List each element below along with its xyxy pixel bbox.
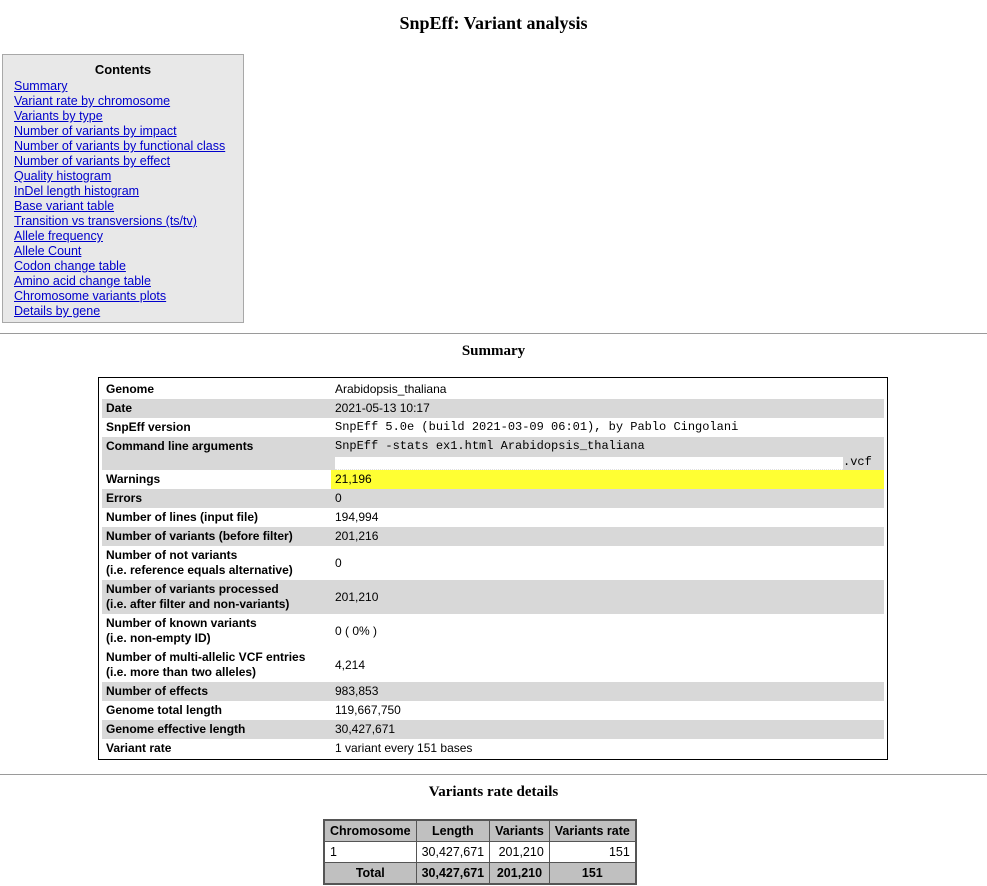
known-label-line1: Number of known variants bbox=[106, 616, 257, 630]
variants-rate-details-title: Variants rate details bbox=[428, 784, 559, 800]
effects-value: 983,853 bbox=[335, 684, 379, 698]
variants-before-value: 201,216 bbox=[335, 529, 379, 543]
multi-allelic-label-line1: Number of multi-allelic VCF entries bbox=[106, 650, 306, 664]
toc-link-indel-length-histogram[interactable]: InDel length histogram bbox=[14, 184, 140, 198]
cmd-suffix: .vcf bbox=[843, 455, 872, 469]
header-variants: Variants bbox=[490, 820, 550, 842]
summary-table bbox=[98, 377, 888, 760]
cell-length: 30,427,671 bbox=[416, 842, 490, 863]
processed-value: 201,210 bbox=[335, 589, 379, 604]
divider bbox=[0, 333, 987, 334]
table-row bbox=[102, 546, 884, 580]
variants-before-label: Number of variants (before filter) bbox=[106, 529, 293, 543]
toc-link-quality-histogram[interactable]: Quality histogram bbox=[14, 169, 112, 183]
errors-label: Errors bbox=[106, 491, 143, 505]
genome-total-length-label: Genome total length bbox=[106, 703, 223, 717]
divider bbox=[0, 774, 987, 775]
toc-link-variants-by-type[interactable]: Variants by type bbox=[14, 109, 103, 123]
table-row bbox=[102, 682, 884, 701]
toc-link-allele-count[interactable]: Allele Count bbox=[14, 244, 82, 258]
cell-variants: 201,210 bbox=[490, 842, 550, 863]
lines-value: 194,994 bbox=[335, 510, 379, 524]
known-label-line2: (i.e. non-empty ID) bbox=[106, 631, 211, 645]
lines-label: Number of lines (input file) bbox=[106, 510, 258, 524]
warnings-value: 21,196 bbox=[331, 470, 884, 489]
header-length: Length bbox=[416, 820, 490, 842]
date-value: 2021-05-13 10:17 bbox=[335, 401, 430, 415]
cmd-value: SnpEff -stats ex1.html Arabidopsis_thaliana bbox=[335, 439, 645, 453]
effects-label: Number of effects bbox=[106, 684, 209, 698]
table-row bbox=[102, 508, 884, 527]
errors-value: 0 bbox=[335, 491, 342, 505]
toc-link-ts-tv[interactable]: Transition vs transversions (ts/tv) bbox=[14, 214, 197, 228]
table-row bbox=[102, 648, 884, 682]
total-label: Total bbox=[324, 863, 416, 885]
toc-link-variant-rate-by-chromosome[interactable]: Variant rate by chromosome bbox=[14, 94, 171, 108]
multi-allelic-label-line2: (i.e. more than two alleles) bbox=[106, 665, 257, 679]
toc-link-variants-by-effect[interactable]: Number of variants by effect bbox=[14, 154, 171, 168]
total-variants-rate: 151 bbox=[549, 863, 636, 885]
table-row bbox=[102, 739, 884, 758]
table-header-row bbox=[324, 820, 636, 842]
not-variants-label-line1: Number of not variants bbox=[106, 548, 238, 562]
table-row bbox=[102, 580, 884, 614]
genome-effective-length-value: 30,427,671 bbox=[335, 722, 396, 736]
known-label bbox=[102, 614, 331, 648]
cell-variants-rate: 151 bbox=[549, 842, 636, 863]
toc-link-variants-by-functional-class[interactable]: Number of variants by functional class bbox=[14, 139, 226, 153]
toc-link-chromosome-variants-plots[interactable]: Chromosome variants plots bbox=[14, 289, 167, 303]
table-row bbox=[102, 614, 884, 648]
toc-link-summary[interactable]: Summary bbox=[14, 79, 68, 93]
header-variants-rate: Variants rate bbox=[549, 820, 636, 842]
redacted-area bbox=[335, 457, 843, 470]
genome-value: Arabidopsis_thaliana bbox=[335, 382, 447, 396]
genome-total-length-value: 119,667,750 bbox=[335, 703, 401, 717]
cmd-label: Command line arguments bbox=[106, 439, 254, 453]
header-chromosome: Chromosome bbox=[324, 820, 416, 842]
not-variants-label-line2: (i.e. reference equals alternative) bbox=[106, 563, 293, 577]
contents-panel bbox=[2, 54, 244, 323]
table-row bbox=[102, 720, 884, 739]
table-row bbox=[102, 418, 884, 437]
toc-link-amino-acid-change-table[interactable]: Amino acid change table bbox=[14, 274, 151, 288]
toc-link-codon-change-table[interactable]: Codon change table bbox=[14, 259, 126, 273]
not-variants-label bbox=[102, 546, 331, 580]
multi-allelic-value: 4,214 bbox=[335, 657, 366, 672]
cmd-line-2 bbox=[335, 455, 880, 470]
multi-allelic-label bbox=[102, 648, 331, 682]
total-length: 30,427,671 bbox=[416, 863, 490, 885]
genome-label: Genome bbox=[106, 382, 155, 396]
summary-title: Summary bbox=[461, 343, 526, 359]
cmd-cell bbox=[331, 437, 884, 470]
table-row bbox=[324, 842, 636, 863]
variants-rate-table bbox=[323, 819, 637, 885]
version-value: SnpEff 5.0e (build 2021-03-09 06:01), by Pablo Cingolani bbox=[335, 420, 739, 434]
page-title: SnpEff: Variant analysis bbox=[399, 13, 588, 33]
table-row bbox=[102, 470, 884, 489]
processed-label-line1: Number of variants processed bbox=[106, 582, 279, 596]
genome-effective-length-label: Genome effective length bbox=[106, 722, 246, 736]
processed-label-line2: (i.e. after filter and non-variants) bbox=[106, 597, 290, 611]
table-row bbox=[102, 701, 884, 720]
version-label: SnpEff version bbox=[106, 420, 191, 434]
toc-link-variants-by-impact[interactable]: Number of variants by impact bbox=[14, 124, 177, 138]
known-value: 0 ( 0% ) bbox=[335, 623, 378, 638]
table-row bbox=[102, 527, 884, 546]
table-row bbox=[102, 437, 884, 470]
variant-rate-label: Variant rate bbox=[106, 741, 172, 755]
toc-link-allele-frequency[interactable]: Allele frequency bbox=[14, 229, 103, 243]
not-variants-value: 0 bbox=[335, 555, 342, 570]
table-row bbox=[102, 380, 884, 399]
cell-chromosome: 1 bbox=[324, 842, 416, 863]
variant-rate-value: 1 variant every 151 bases bbox=[335, 741, 473, 755]
total-variants: 201,210 bbox=[490, 863, 550, 885]
toc-link-base-variant-table[interactable]: Base variant table bbox=[14, 199, 115, 213]
table-total-row bbox=[324, 863, 636, 885]
table-row bbox=[102, 489, 884, 508]
contents-title: Contents bbox=[94, 62, 152, 77]
table-row bbox=[102, 399, 884, 418]
date-label: Date bbox=[106, 401, 133, 415]
toc-link-details-by-gene[interactable]: Details by gene bbox=[14, 304, 101, 318]
processed-label bbox=[102, 580, 331, 614]
warnings-label: Warnings bbox=[106, 472, 161, 486]
